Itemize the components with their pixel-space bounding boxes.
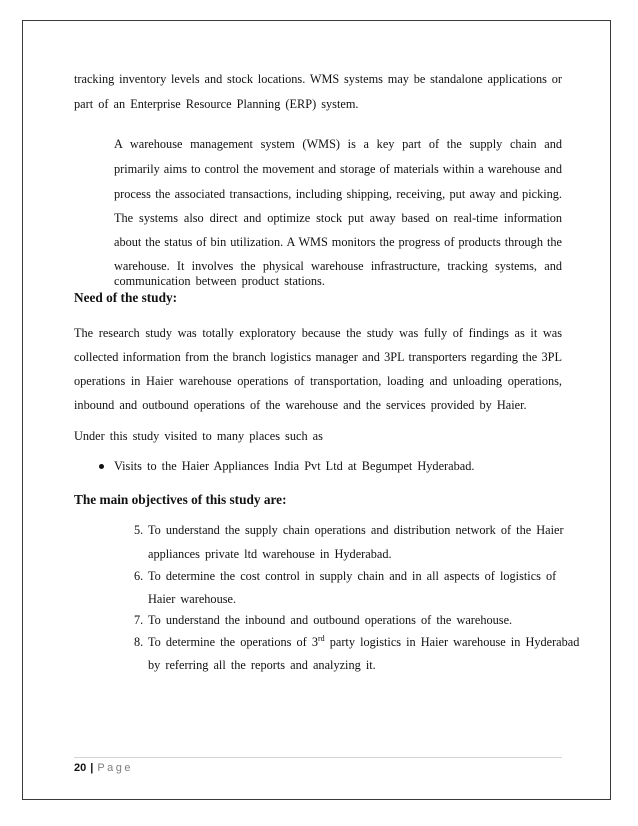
footer-separator: | <box>90 762 94 774</box>
intro-line-1: tracking inventory levels and stock locations. WMS systems may be standalone applications or <box>74 72 562 86</box>
objective-line: by referring all the reports and analyzing it. <box>148 658 376 672</box>
objective-number: 7. <box>134 613 144 627</box>
page-footer <box>74 762 133 774</box>
page-label: Page <box>97 762 134 774</box>
objective-number: 8. <box>134 635 144 649</box>
need-paragraph-line: collected information from the branch logistics manager and 3PL transporters regarding the 3PL <box>74 350 562 364</box>
wms-paragraph-line: A warehouse management system (WMS) is a key part of the supply chain and <box>114 137 562 151</box>
page-number: 20 <box>74 762 87 774</box>
bullet-item: Visits to the Haier Appliances India Pvt Ltd at Begumpet Hyderabad. <box>114 459 475 473</box>
objective-line-part: party logistics in Haier warehouse in Hyderabad <box>324 635 580 649</box>
intro-line-2: part of an Enterprise Resource Planning (ERP) system. <box>74 97 359 111</box>
need-paragraph-line: operations in Haier warehouse operations of transportation, loading and unloading operations, <box>74 374 562 388</box>
footer-rule <box>74 757 562 758</box>
objective-number: 5. <box>134 523 144 537</box>
wms-paragraph-line: communication between product stations. <box>114 274 325 288</box>
wms-paragraph-line: The systems also direct and optimize stock put away based on real-time information <box>114 211 562 225</box>
objective-line: To determine the cost control in supply chain and in all aspects of logistics of <box>148 569 557 583</box>
need-paragraph-line: inbound and outbound operations of the warehouse and the services provided by Haier. <box>74 398 527 412</box>
wms-paragraph-line: about the status of bin utilization. A WMS monitors the progress of products through the <box>114 235 562 249</box>
objective-line: appliances private ltd warehouse in Hyderabad. <box>148 547 392 561</box>
objective-line: To understand the inbound and outbound operations of the warehouse. <box>148 613 513 627</box>
objective-number: 6. <box>134 569 144 583</box>
visited-line: Under this study visited to many places such as <box>74 429 323 443</box>
objective-line: Haier warehouse. <box>148 592 237 606</box>
ordinal-superscript: rd <box>317 634 325 643</box>
bullet-icon <box>99 464 104 469</box>
objective-line: To understand the supply chain operations and distribution network of the Haier <box>148 523 564 537</box>
objective-line <box>148 635 579 649</box>
objective-line-part: To determine the operations of 3 <box>148 635 318 649</box>
objectives-heading: The main objectives of this study are: <box>74 492 287 507</box>
need-of-study-heading: Need of the study: <box>74 290 178 305</box>
wms-paragraph-line: warehouse. It involves the physical warehouse infrastructure, tracking systems, and <box>114 259 562 273</box>
need-paragraph-line: The research study was totally exploratory because the study was fully of findings as it was <box>74 326 562 340</box>
wms-paragraph-line: process the associated transactions, including shipping, receiving, put away and picking. <box>114 187 562 201</box>
wms-paragraph-line: primarily aims to control the movement and storage of materials within a warehouse and <box>114 162 562 176</box>
